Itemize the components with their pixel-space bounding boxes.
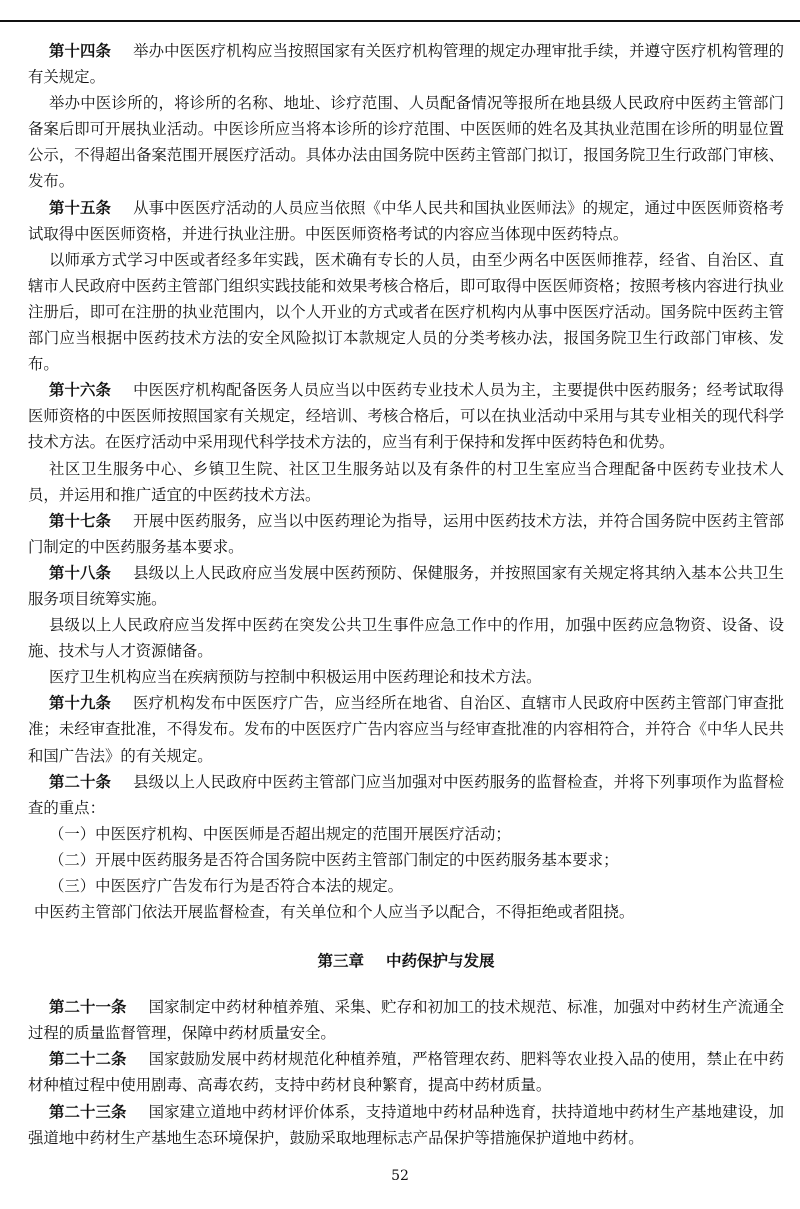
article-number: 第十五条 xyxy=(49,198,111,217)
article-paragraph xyxy=(28,769,784,821)
paragraph-text: 医疗机构发布中医医疗广告，应当经所在地省、自治区、直辖市人民政府中医药主管部门审查批准；未经审查批准，不得发布。发布的中医医疗广告内容应当与经审查批准的内容相符合，并符合《中华人民共和国广告法》的有关规定。 xyxy=(28,694,784,765)
chapter-heading xyxy=(28,949,784,971)
paragraph-text: 县级以上人民政府中医药主管部门应当加强对中医药服务的监督检查，并将下列事项作为监督检查的重点： xyxy=(28,772,784,817)
body-paragraph xyxy=(28,847,784,873)
paragraph-text: 举办中医诊所的，将诊所的名称、地址、诊疗范围、人员配备情况等报所在地县级人民政府中医药主管部门备案后即可开展执业活动。中医诊所应当将本诊所的诊疗范围、中医医师的姓名及其执业范围在诊所的明显位置公示，不得超出备案范围开展医疗活动。具体办法由国务院中医药主管部门拟订，报国务院卫生行政部门审核、发布。 xyxy=(28,94,784,191)
article-paragraph xyxy=(28,560,784,612)
article-paragraph xyxy=(28,195,784,247)
article-paragraph xyxy=(28,994,784,1046)
body-paragraph xyxy=(28,612,784,664)
paragraph-text: 县级以上人民政府应当发挥中医药在突发公共卫生事件应急工作中的作用，加强中医药应急物资、设备、设施、技术与人才资源储备。 xyxy=(28,616,784,661)
document-body xyxy=(28,38,784,1151)
article-number: 第二十一条 xyxy=(49,998,127,1017)
paragraph-text: 开展中医药服务，应当以中医药理论为指导，运用中医药技术方法，并符合国务院中医药主管部门制定的中医药服务基本要求。 xyxy=(28,511,784,556)
article-paragraph xyxy=(28,690,784,768)
paragraph-text: 以师承方式学习中医或者经多年实践，医术确有专长的人员，由至少两名中医医师推荐，经省、自治区、直辖市人民政府中医药主管部门组织实践技能和效果考核合格后，即可取得中医医师资格；按照考核内容进行执业注册后，即可在注册的执业范围内，以个人开业的方式或者在医疗机构内从事中医医疗活动。国务院中医药主管部门应当根据中医药技术方法的安全风险拟订本款规定人员的分类考核办法，报国务院卫生行政部门审核、发布。 xyxy=(28,250,784,374)
paragraph-text: 国家鼓励发展中药材规范化种植养殖，严格管理农药、肥料等农业投入品的使用，禁止在中药材种植过程中使用剧毒、高毒农药，支持中药材良种繁育，提高中药材质量。 xyxy=(28,1050,784,1095)
paragraph-text: 国家建立道地中药材评价体系，支持道地中药材品种选育，扶持道地中药材生产基地建设，加强道地中药材生产基地生态环境保护，鼓励采取地理标志产品保护等措施保护道地中药材。 xyxy=(28,1102,784,1147)
paragraph-text: 县级以上人民政府应当发展中医药预防、保健服务，并按照国家有关规定将其纳入基本公共卫生服务项目统筹实施。 xyxy=(28,563,784,608)
article-paragraph xyxy=(28,1046,784,1098)
body-paragraph xyxy=(28,664,784,690)
body-paragraph xyxy=(28,90,784,194)
body-paragraph xyxy=(28,899,784,925)
article-paragraph xyxy=(28,38,784,90)
chapter-title: 中药保护与发展 xyxy=(386,952,495,971)
article-number: 第十九条 xyxy=(49,694,111,713)
paragraph-text: 从事中医医疗活动的人员应当依照《中华人民共和国执业医师法》的规定，通过中医医师资格考试取得中医医师资格，并进行执业注册。中医医师资格考试的内容应当体现中医药特点。 xyxy=(28,198,784,243)
article-number: 第十七条 xyxy=(49,511,111,530)
article-number: 第二十三条 xyxy=(49,1102,127,1121)
article-paragraph xyxy=(28,377,784,455)
article-number: 第十八条 xyxy=(49,563,111,582)
article-number: 第二十条 xyxy=(49,772,111,791)
paragraph-text: （二）开展中医药服务是否符合国务院中医药主管部门制定的中医药服务基本要求； xyxy=(49,850,619,869)
chapter-number: 第三章 xyxy=(317,952,364,971)
chapter-two-continuation xyxy=(28,38,784,925)
paragraph-text: 举办中医医疗机构应当按照国家有关医疗机构管理的规定办理审批手续，并遵守医疗机构管理的有关规定。 xyxy=(28,42,784,87)
paragraph-text: 医疗卫生机构应当在疾病预防与控制中积极运用中医药理论和技术方法。 xyxy=(49,668,542,687)
body-paragraph xyxy=(28,873,784,899)
page-number: 52 xyxy=(391,1168,409,1184)
article-number: 第二十二条 xyxy=(49,1050,127,1069)
paragraph-text: 中医药主管部门依法开展监督检查，有关单位和个人应当予以配合，不得拒绝或者阻挠。 xyxy=(34,903,635,922)
body-paragraph xyxy=(28,247,784,377)
article-number: 第十四条 xyxy=(49,42,111,60)
paragraph-text: （一）中医医疗机构、中医医师是否超出规定的范围开展医疗活动； xyxy=(49,824,511,843)
body-paragraph xyxy=(28,456,784,508)
article-paragraph xyxy=(28,508,784,560)
paragraph-text: 国家制定中药材种植养殖、采集、贮存和初加工的技术规范、标准，加强对中药材生产流通全过程的质量监督管理，保障中药材质量安全。 xyxy=(28,998,784,1043)
article-paragraph xyxy=(28,1099,784,1151)
paragraph-text: 中医医疗机构配备医务人员应当以中医药专业技术人员为主，主要提供中医药服务；经考试取得医师资格的中医医师按照国家有关规定，经培训、考核合格后，可以在执业活动中采用与其专业相关的现代科学技术方法。在医疗活动中采用现代科学技术方法的，应当有利于保持和发挥中医药特色和优势。 xyxy=(28,381,784,452)
paragraph-text: （三）中医医疗广告发布行为是否符合本法的规定。 xyxy=(49,877,403,895)
body-paragraph xyxy=(28,821,784,847)
paragraph-text: 社区卫生服务中心、乡镇卫生院、社区卫生服务站以及有条件的村卫生室应当合理配备中医药专业技术人员，并运用和推广适宜的中医药技术方法。 xyxy=(28,459,784,504)
article-number: 第十六条 xyxy=(49,381,111,400)
header-rule xyxy=(0,20,800,22)
chapter-three-articles xyxy=(28,994,784,1151)
